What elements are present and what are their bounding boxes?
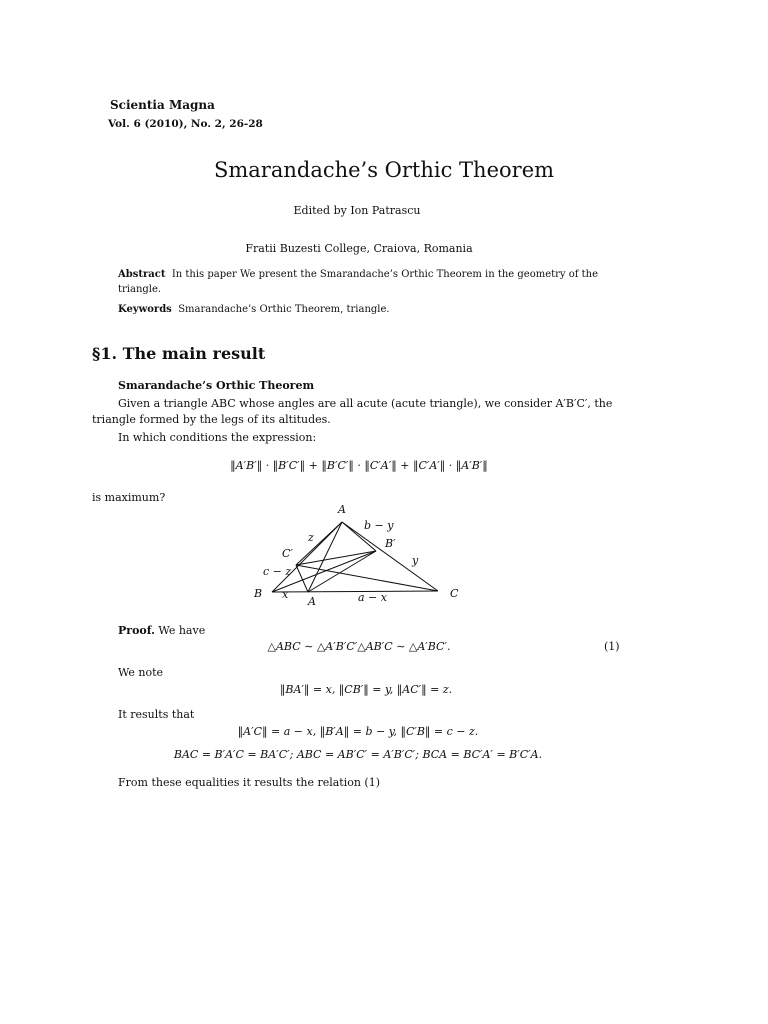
triangle-figure bbox=[240, 495, 480, 615]
label-b-prime: B′ bbox=[385, 537, 396, 550]
abstract-text: In this paper We present the Smarandache’s Orthic Theorem in the geometry of the triangle. bbox=[118, 269, 599, 295]
abstract-label: Abstract bbox=[118, 269, 166, 280]
equation-4-angles: BAC = B′A′C = BA′C′; ABC = AB′C′ = A′B′C′; BCA = BC′A′ = B′C′A. bbox=[173, 748, 543, 761]
label-c-prime: C′ bbox=[282, 547, 293, 560]
label-vertex-c: C bbox=[450, 587, 459, 600]
label-z: z bbox=[308, 531, 314, 544]
label-b-minus-y: b − y bbox=[364, 519, 394, 532]
conclusion-line: From these equalities it results the relation (1) bbox=[118, 776, 381, 789]
label-c-minus-z: c − z bbox=[263, 565, 292, 578]
section-heading: §1. The main result bbox=[92, 344, 266, 363]
paper-title: Smarandache’s Orthic Theorem bbox=[213, 158, 555, 182]
abstract bbox=[118, 267, 618, 297]
label-vertex-a: A bbox=[338, 503, 346, 516]
label-y: y bbox=[412, 554, 419, 567]
is-maximum: is maximum? bbox=[92, 491, 166, 504]
keywords bbox=[118, 302, 618, 317]
theorem-statement: Given a triangle ABC whose angles are all acute (acute triangle), we consider A′B′C′, the triangle formed by the legs of its altitudes. bbox=[92, 397, 613, 426]
equation-3: ‖A′C‖ = a − x, ‖B′A‖ = b − y, ‖C′B‖ = c − z. bbox=[237, 725, 479, 738]
equation-2: ‖BA′‖ = x, ‖CB′‖ = y, ‖AC′‖ = z. bbox=[279, 683, 453, 696]
theorem-name: Smarandache’s Orthic Theorem bbox=[118, 379, 315, 392]
label-a-minus-x: a − x bbox=[358, 591, 387, 604]
editor-line: Edited by Ion Patrascu bbox=[293, 204, 421, 217]
equation-1: △ABC ∼ △A′B′C′△AB′C ∼ △A′BC′. bbox=[267, 640, 451, 653]
keywords-label: Keywords bbox=[118, 304, 172, 315]
affiliation: Fratii Buzesti College, Craiova, Romania bbox=[245, 242, 473, 255]
it-results: It results that bbox=[118, 708, 195, 721]
keywords-text: Smarandache’s Orthic Theorem, triangle. bbox=[178, 304, 390, 315]
we-note: We note bbox=[118, 666, 164, 679]
journal-volume: Vol. 6 (2010), No. 2, 26-28 bbox=[108, 118, 263, 130]
expression: ‖A′B′‖ · ‖B′C′‖ + ‖B′C′‖ · ‖C′A′‖ + ‖C′A′‖ · ‖A′B′‖ bbox=[230, 459, 488, 472]
proof-label: Proof. bbox=[118, 624, 155, 637]
proof-intro bbox=[118, 623, 205, 639]
proof-intro-text: We have bbox=[158, 624, 206, 637]
question-intro: In which conditions the expression: bbox=[118, 431, 317, 444]
equation-1-number: (1) bbox=[604, 640, 620, 653]
label-foot-a: A bbox=[308, 595, 316, 608]
label-vertex-b: B bbox=[254, 587, 263, 600]
journal-name: Scientia Magna bbox=[110, 98, 215, 112]
label-x: x bbox=[282, 588, 289, 601]
